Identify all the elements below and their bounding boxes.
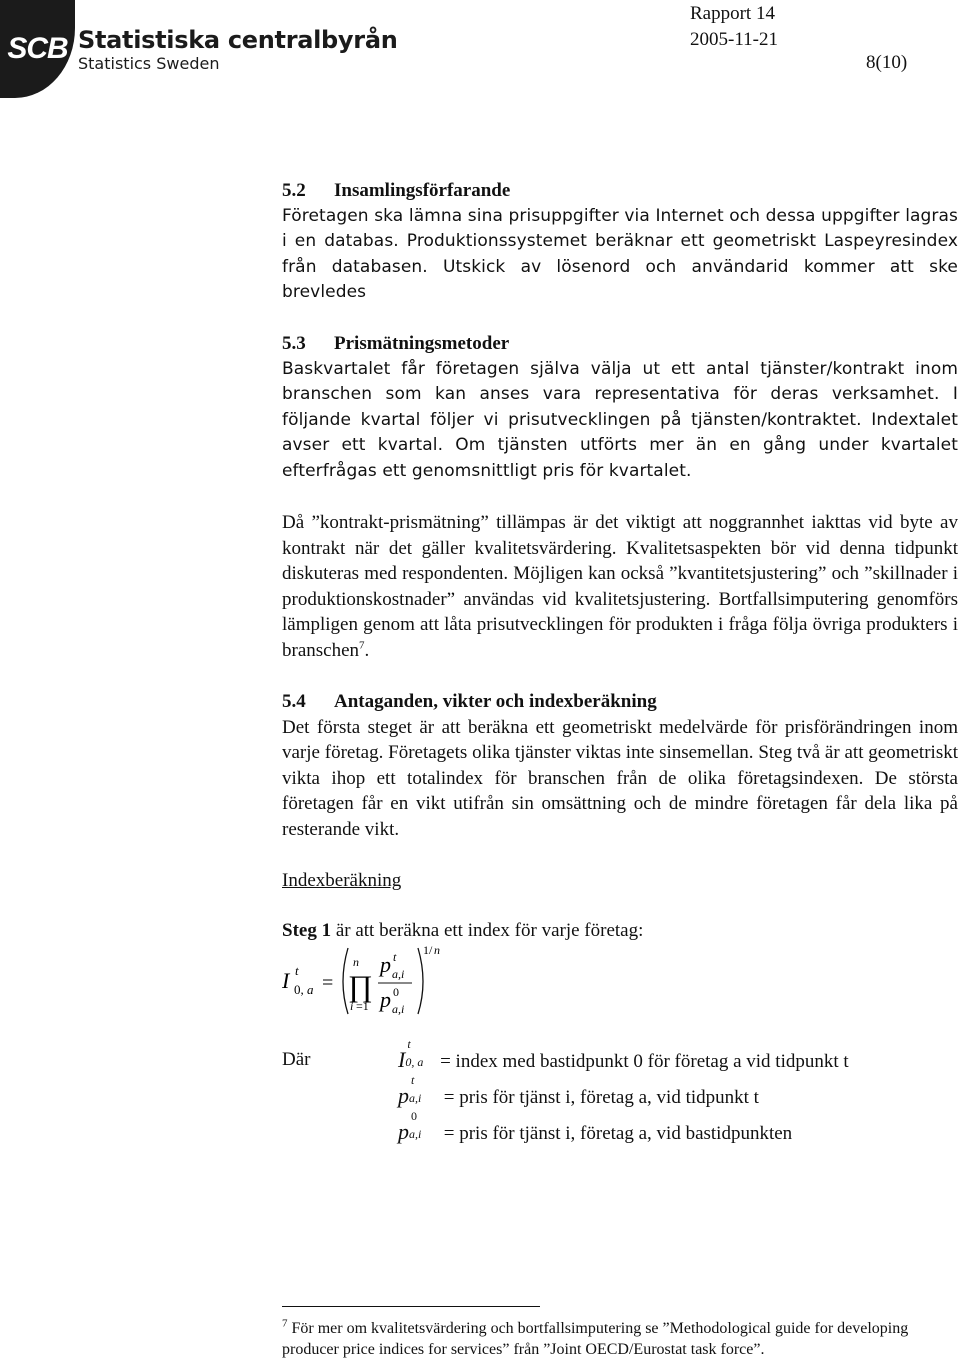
- paragraph: Baskvartalet får företagen själva välja ut ett antal tjänster/kontrakt inom branschen som kan anses vara representativa för deras verksamhet. I följande kvartal följer vi prisutvecklingen på tjänsten/kontraktet. Indextalet avser ett kvartal. Om tjänsten utförts mer än en gång under kvartalet efterfrågas ett genomsnittligt pris för kvartalet.: [282, 358, 958, 481]
- index-formula: [282, 942, 482, 1032]
- formula-equals: =: [322, 972, 334, 994]
- formula-i-symbol: I: [282, 968, 290, 993]
- formula-product-upper: n: [353, 955, 359, 969]
- paragraph-text: Då ”kontrakt-prismätning” tillämpas är det viktigt att noggrannhet iakttas vid byte av kontrakt när det gäller kvalitetsvärdering. Kvalitetsaspekten bör vid denna tidpunkt diskuteras med respondenten. Möjligen kan också ”kvantitetsjustering” och ”skillnader i produktionskostnader” användas vid kvalitetsjustering. Bortfallsimputering genomförs lämpligen genom att låta prisutvecklingen för produkten i fråga följa övriga produkters i branschen: [282, 512, 958, 661]
- section-5-2: [282, 178, 958, 306]
- formula-exponent-n: n: [434, 943, 440, 957]
- section-5-4: [282, 689, 958, 842]
- footnote: [282, 1318, 942, 1360]
- scb-logo: [0, 0, 400, 100]
- logo-mark: SCB: [0, 0, 75, 98]
- def-sup: t: [411, 1073, 415, 1087]
- formula-product-lower: =1: [356, 999, 369, 1013]
- logo-subtitle: Statistics Sweden: [78, 54, 220, 73]
- def-sub: a,i: [409, 1091, 422, 1105]
- formula-product-lower-i: i: [350, 999, 354, 1013]
- formula-i-sub-0: 0,: [294, 982, 304, 997]
- index-heading: Indexberäkning: [282, 870, 402, 891]
- def-text: = index med bastidpunkt 0 för företag a vid tidpunkt t: [440, 1051, 849, 1072]
- section-heading: [282, 178, 958, 204]
- formula-denominator-sub: a,i: [392, 1002, 405, 1016]
- step-label: Steg 1: [282, 920, 332, 941]
- section-title: Insamlingsförfarande: [334, 180, 511, 201]
- def-sup: t: [407, 1037, 411, 1051]
- definition-row: [398, 1037, 849, 1077]
- section-5-3: [282, 331, 958, 484]
- logo-name: Statistiska centralbyrån: [78, 26, 398, 54]
- def-sup: 0: [411, 1109, 417, 1123]
- def-sub: 0, a: [405, 1055, 424, 1069]
- formula-graphic: [282, 942, 482, 1032]
- where-label: Där: [282, 1049, 311, 1070]
- formula-numerator: p: [380, 952, 391, 977]
- section-number: 5.2: [282, 180, 306, 201]
- def-text: = pris för tjänst i, företag a, vid bastidpunkten: [443, 1123, 793, 1144]
- section-title: Antaganden, vikter och indexberäkning: [334, 691, 657, 712]
- formula-denominator-sup: 0: [393, 985, 399, 999]
- section-number: 5.4: [282, 691, 306, 712]
- definition-row: [398, 1109, 793, 1149]
- report-number: Rapport 14: [690, 3, 775, 24]
- report-date: 2005-11-21: [690, 29, 778, 50]
- footnote-ref: 7: [359, 639, 365, 652]
- footnote-text: För mer om kvalitetsvärdering och bortfallsimputering se ”Methodological guide for developing producer price indices for services” från ”Joint OECD/Eurostat task force”.: [282, 1320, 909, 1358]
- formula-denominator: p: [380, 987, 391, 1012]
- footnote-rule: [282, 1306, 540, 1307]
- formula-numerator-sup: t: [393, 950, 397, 964]
- def-text: = pris för tjänst i, företag a, vid tidpunkt t: [443, 1087, 759, 1108]
- section-number: 5.3: [282, 333, 306, 354]
- paragraph: Företagen ska lämna sina prisuppgifter via Internet och dessa uppgifter lagras i en databas. Produktionssystemet beräknar ett geometriskt Laspeyresindex från databasen. Utskick av lösenord och användarid kommer att ske brevledes: [282, 205, 958, 302]
- footnote-number: 7: [282, 1317, 288, 1330]
- paragraph-quality: [282, 510, 958, 663]
- section-title: Prismätningsmetoder: [334, 333, 510, 354]
- paragraph: Det första steget är att beräkna ett geometriskt medelvärde för prisförändringen inom varje företag. Företagets olika tjänster viktas inte sinsemellan. Steg två är att geometriskt vikta ihop ett totalindex för branschen från de olika företagsindexen. De största företagen får en vikt utifrån sin omsättning och de mindre företagen får dela lika på resterande vikt.: [282, 716, 958, 840]
- step-line: [282, 918, 958, 944]
- formula-i-sup: t: [295, 963, 299, 978]
- def-symbol: I: [398, 1047, 406, 1072]
- section-heading: [282, 331, 958, 357]
- formula-exponent-1: 1/: [423, 943, 433, 957]
- definition-row: [398, 1073, 759, 1113]
- page-number: 8(10): [866, 52, 908, 73]
- formula-numerator-sub: a,i: [392, 967, 405, 981]
- def-symbol: p: [398, 1083, 409, 1108]
- formula-i-sub-a: a: [307, 982, 314, 997]
- section-heading: [282, 689, 958, 715]
- def-symbol: p: [398, 1119, 409, 1144]
- step-text: är att beräkna ett index för varje företag:: [331, 920, 644, 941]
- formula-product-sign: ∏: [348, 970, 373, 1003]
- paragraph-end: .: [364, 639, 370, 661]
- formula-right-paren: [418, 948, 423, 1014]
- def-sub: a,i: [409, 1127, 422, 1141]
